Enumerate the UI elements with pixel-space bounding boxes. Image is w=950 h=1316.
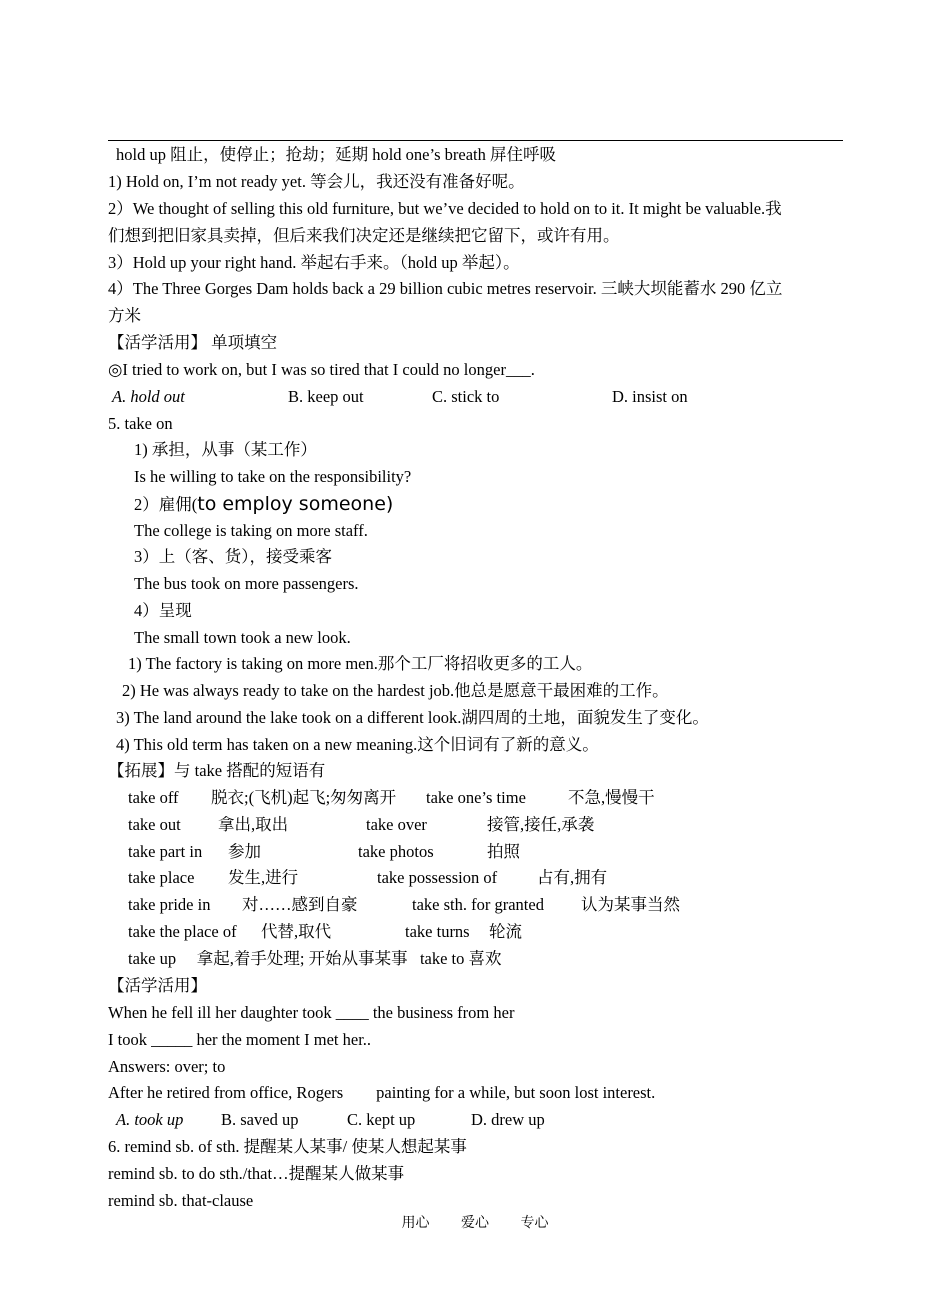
- hold-header: hold up 阻止，使停止；抢劫；延期 hold one’s breath 屏住呼吸: [116, 145, 556, 164]
- option-d: D. drew up: [471, 1110, 545, 1129]
- practice2-title: 【活学活用】: [108, 976, 207, 995]
- hold-example-1: 1) Hold on, I’m not ready yet. 等会儿，我还没有准备好呢。: [108, 172, 525, 191]
- phrase-meaning: 代替,取代: [261, 922, 332, 941]
- hold-example-4a: 4）The Three Gorges Dam holds back a 29 billion cubic metres reservoir. 三峡大坝能蓄水 290 亿立: [108, 279, 783, 298]
- footer-word: 用心: [401, 1216, 430, 1231]
- practice2-question-2: I took _____ her the moment I met her..: [108, 1030, 372, 1049]
- option-a: A. took up: [116, 1110, 184, 1129]
- take-on-example-3: The bus took on more passengers.: [134, 574, 359, 593]
- hold-example-2a: 2）We thought of selling this old furniture, but we’ve decided to hold on to it. It might be valuable.我: [108, 199, 782, 218]
- phrase-meaning: 轮流: [489, 922, 522, 941]
- option-c: C. stick to: [432, 387, 500, 406]
- option-c: C. kept up: [347, 1110, 416, 1129]
- practice-title: 【活学活用】 单项填空: [108, 333, 278, 352]
- hold-example-4b: 方米: [108, 306, 141, 325]
- phrase: take part in: [128, 842, 203, 861]
- practice-question: ◎I tried to work on, but I was so tired that I could no longer___.: [108, 360, 535, 379]
- phrase-meaning: 脱衣;(飞机)起飞;匆匆离开: [211, 788, 397, 807]
- meaning-2-english: to employ someone): [197, 493, 394, 515]
- take-on-meaning-4: 4）呈现: [134, 601, 192, 620]
- phrase: take pride in: [128, 895, 211, 914]
- take-on-example-4: The small town took a new look.: [134, 628, 351, 647]
- take-on-meaning-1: 1) 承担，从事（某工作）: [134, 440, 317, 459]
- phrase: take the place of: [128, 922, 237, 941]
- phrase: take photos: [358, 842, 434, 861]
- phrase-meaning: 对……感到自豪: [242, 895, 358, 914]
- practice2-answers: Answers: over; to: [108, 1057, 226, 1076]
- phrase: take out: [128, 815, 181, 834]
- take-on-example-1: Is he willing to take on the responsibility?: [134, 467, 412, 486]
- phrase: take sth. for granted: [412, 895, 544, 914]
- take-on-sentence-2: 2) He was always ready to take on the hardest job.他总是愿意干最困难的工作。: [122, 681, 669, 700]
- practice2-question-1: When he fell ill her daughter took ____ the business from her: [108, 1003, 515, 1022]
- phrase: take off: [128, 788, 179, 807]
- option-b: B. keep out: [288, 387, 364, 406]
- hold-example-3: 3）Hold up your right hand. 举起右手来。（hold up 举起）。: [108, 253, 520, 272]
- take-on-sentence-4: 4) This old term has taken on a new meaning.这个旧词有了新的意义。: [116, 735, 599, 754]
- phrase-meaning: 发生,进行: [228, 868, 299, 887]
- phrase: take over: [366, 815, 427, 834]
- option-a: A. hold out: [112, 387, 185, 406]
- question-3-text: After he retired from office, Rogers painting for a while, but soon lost interest.: [108, 1083, 656, 1102]
- phrase: take one’s time: [426, 788, 526, 807]
- phrase: take place: [128, 868, 195, 887]
- phrase-meaning: 拍照: [487, 842, 520, 861]
- phrase-meaning: 拿出,取出: [218, 815, 289, 834]
- phrase-meaning: 占有,拥有: [537, 868, 608, 887]
- expansion-title: 【拓展】与 take 搭配的短语有: [108, 761, 326, 780]
- phrase-meaning: 认为某事当然: [581, 895, 680, 914]
- footer-word: 专心: [520, 1216, 549, 1231]
- hold-example-2b: 们想到把旧家具卖掉，但后来我们决定还是继续把它留下，或许有用。: [108, 226, 620, 245]
- phrase-meaning: 接管,接任,承袭: [487, 815, 595, 834]
- meaning-2-prefix: 2）雇佣(: [134, 495, 198, 514]
- phrase: take turns: [405, 922, 470, 941]
- practice2-question-3: [108, 1080, 848, 1107]
- take-on-example-2: The college is taking on more staff.: [134, 521, 368, 540]
- remind-line-3: remind sb. that-clause: [108, 1191, 254, 1210]
- option-d: D. insist on: [612, 387, 688, 406]
- take-on-sentence-1: 1) The factory is taking on more men.那个工厂将招收更多的工人。: [128, 654, 593, 673]
- header-rule: [108, 140, 843, 141]
- phrase-meaning: 不急,慢慢干: [568, 788, 655, 807]
- footer-word: 爱心: [461, 1216, 489, 1231]
- phrase-last: take up 拿起,着手处理; 开始从事某事 take to 喜欢: [128, 949, 502, 968]
- remind-line-2: remind sb. to do sth./that…提醒某人做某事: [108, 1164, 405, 1183]
- phrase-meaning: 参加: [228, 842, 261, 861]
- remind-title: 6. remind sb. of sth. 提醒某人某事/ 使某人想起某事: [108, 1137, 467, 1156]
- phrase: take possession of: [377, 868, 498, 887]
- take-on-meaning-3: 3）上（客、货），接受乘客: [134, 547, 332, 566]
- take-on-title: 5. take on: [108, 414, 173, 433]
- phrase-row-last: [128, 946, 868, 973]
- option-b: B. saved up: [221, 1110, 299, 1129]
- page-footer: [0, 1212, 950, 1232]
- take-on-meaning-2: [134, 491, 874, 519]
- take-on-sentence-3: 3) The land around the lake took on a different look.湖四周的土地，面貌发生了变化。: [116, 708, 709, 727]
